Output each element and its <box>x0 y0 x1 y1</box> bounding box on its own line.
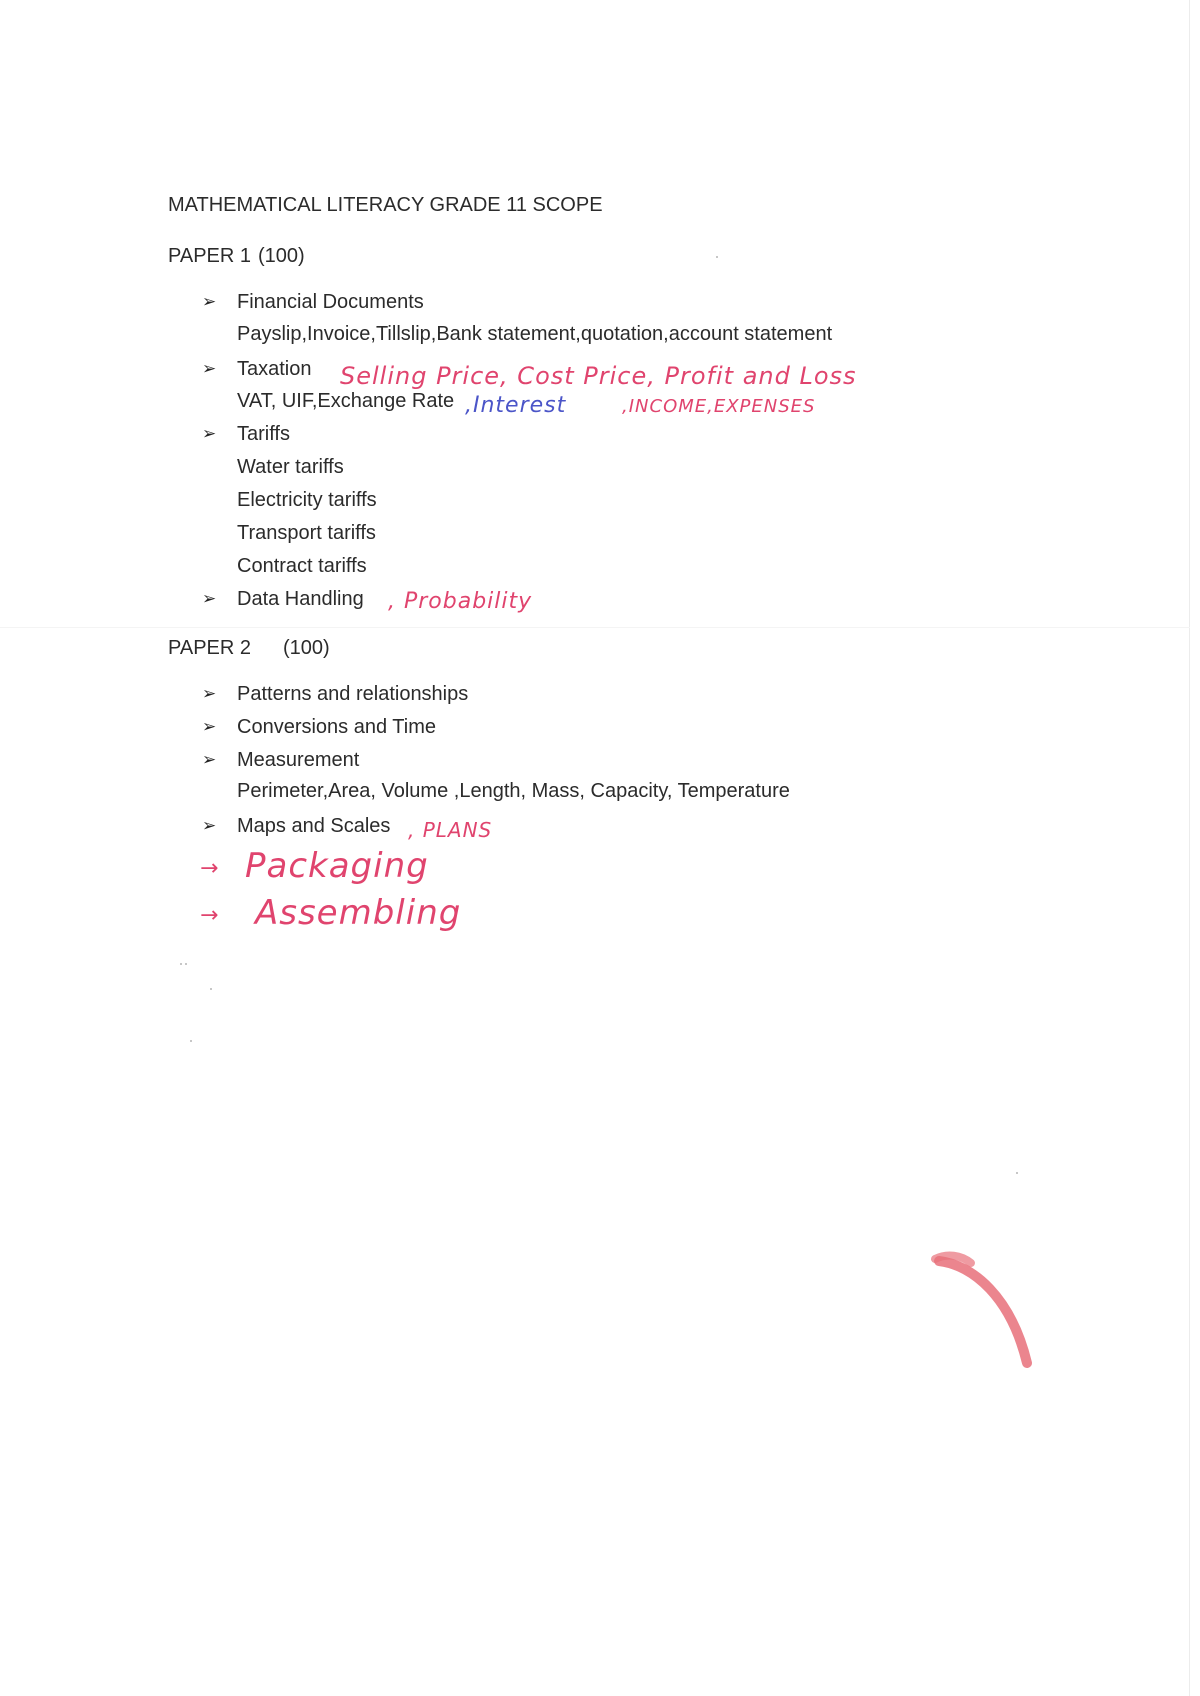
scan-speck <box>185 963 187 965</box>
item-measurement: Measurement <box>237 749 360 771</box>
scan-speck <box>180 963 182 965</box>
scan-speck <box>1016 1172 1018 1174</box>
arrow-bullet-icon: ➢ <box>202 359 217 378</box>
arrow-bullet-icon: ➢ <box>202 750 217 769</box>
item-tariffs: Tariffs <box>237 423 290 445</box>
handwritten-income-expenses-note: ,INCOME,EXPENSES <box>622 396 816 417</box>
tariff-contract: Contract tariffs <box>237 555 367 577</box>
taxation-detail: VAT, UIF,Exchange Rate <box>237 390 455 412</box>
measurement-detail: Perimeter,Area, Volume ,Length, Mass, Capacity, Temperature <box>237 780 790 802</box>
item-data-handling: Data Handling <box>237 588 364 610</box>
handwritten-interest-note: ,Interest <box>465 393 567 418</box>
paper2-label: PAPER 2 <box>168 637 251 659</box>
paper2-marks: (100) <box>283 637 330 659</box>
paper1-label: PAPER 1 <box>168 245 251 267</box>
handwritten-arrow-icon: → <box>200 856 220 881</box>
document-title: MATHEMATICAL LITERACY GRADE 11 SCOPE <box>168 194 603 216</box>
handwritten-arrow-icon: → <box>200 903 220 928</box>
handwritten-plans-note: , PLANS <box>408 818 493 842</box>
item-taxation: Taxation <box>237 358 312 380</box>
financial-documents-detail: Payslip,Invoice,Tillslip,Bank statement,quotation,account statement <box>237 323 833 345</box>
arrow-bullet-icon: ➢ <box>202 292 217 311</box>
red-ink-stroke <box>925 1245 1045 1385</box>
arrow-bullet-icon: ➢ <box>202 717 217 736</box>
item-maps-scales: Maps and Scales <box>237 815 391 837</box>
arrow-bullet-icon: ➢ <box>202 589 217 608</box>
tariff-transport: Transport tariffs <box>237 522 376 544</box>
arrow-bullet-icon: ➢ <box>202 816 217 835</box>
handwritten-taxation-note: Selling Price, Cost Price, Profit and Loss <box>340 362 857 390</box>
handwritten-probability-note: , Probability <box>388 589 533 614</box>
paper1-marks: (100) <box>258 245 305 267</box>
item-financial-documents: Financial Documents <box>237 291 424 313</box>
tariff-water: Water tariffs <box>237 456 344 478</box>
scan-speck <box>190 1040 192 1042</box>
arrow-bullet-icon: ➢ <box>202 424 217 443</box>
scan-edge-line <box>1189 0 1190 1696</box>
tariff-electricity: Electricity tariffs <box>237 489 377 511</box>
arrow-bullet-icon: ➢ <box>202 684 217 703</box>
scan-fold-line <box>0 627 1190 628</box>
handwritten-packaging: Packaging <box>245 846 429 886</box>
scan-speck <box>716 256 718 258</box>
item-conversions: Conversions and Time <box>237 716 436 738</box>
handwritten-assembling: Assembling <box>255 893 462 933</box>
item-patterns: Patterns and relationships <box>237 683 469 705</box>
scan-speck <box>210 988 212 990</box>
